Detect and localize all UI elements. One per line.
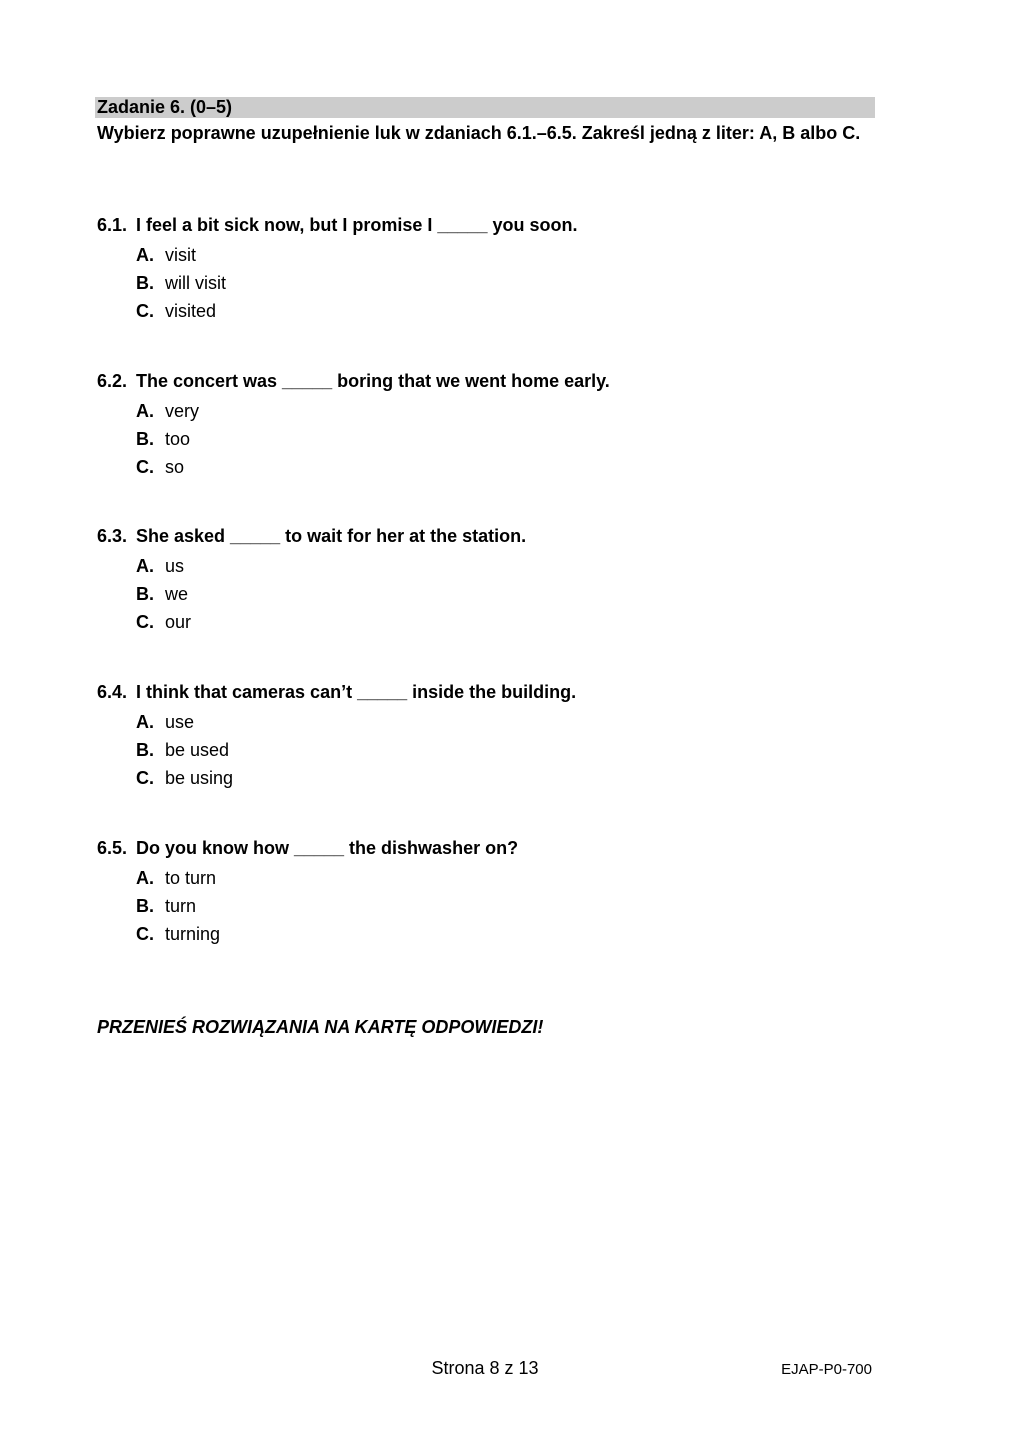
question-6-1 <box>97 213 877 325</box>
question-number: 6.3. <box>97 526 128 546</box>
option-text: to turn <box>165 868 217 888</box>
option-text: use <box>165 712 195 732</box>
option-b[interactable] <box>97 892 877 920</box>
question-stem <box>97 369 877 397</box>
option-c[interactable] <box>97 297 877 325</box>
question-stem <box>97 836 877 864</box>
option-letter: A. <box>136 245 154 265</box>
option-text: be used <box>165 740 230 760</box>
option-a[interactable] <box>97 552 877 580</box>
option-text: so <box>165 457 185 477</box>
option-letter: C. <box>136 924 154 944</box>
question-stem <box>97 524 877 552</box>
option-letter: B. <box>136 896 154 916</box>
question-text: She asked _____ to wait for her at the station. <box>136 526 527 546</box>
option-text: be using <box>165 768 234 788</box>
option-letter: A. <box>136 712 154 732</box>
question-text: Do you know how _____ the dishwasher on? <box>136 838 519 858</box>
question-6-4 <box>97 680 877 792</box>
answer-options <box>97 708 877 792</box>
task-instructions: Wybierz poprawne uzupełnienie luk w zdaniach 6.1.–6.5. Zakreśl jedną z liter: A, B albo C. <box>97 123 861 143</box>
option-c[interactable] <box>97 453 877 481</box>
question-number: 6.2. <box>97 371 128 391</box>
question-text: The concert was _____ boring that we went home early. <box>136 371 610 391</box>
option-letter: A. <box>136 401 154 421</box>
option-b[interactable] <box>97 269 877 297</box>
exam-code: EJAP-P0-700 <box>781 1361 872 1378</box>
option-b[interactable] <box>97 736 877 764</box>
option-letter: A. <box>136 556 154 576</box>
question-stem <box>97 213 877 241</box>
option-letter: C. <box>136 301 154 321</box>
option-c[interactable] <box>97 608 877 636</box>
option-text: will visit <box>165 273 226 293</box>
option-text: we <box>165 584 189 604</box>
option-letter: B. <box>136 740 154 760</box>
option-text: visit <box>165 245 196 265</box>
answer-options <box>97 552 877 636</box>
option-a[interactable] <box>97 397 877 425</box>
question-6-5 <box>97 836 877 948</box>
question-number: 6.5. <box>97 838 128 858</box>
option-text: too <box>165 429 191 449</box>
option-text: very <box>165 401 200 421</box>
option-text: us <box>165 556 185 576</box>
option-b[interactable] <box>97 580 877 608</box>
page-number: Strona 8 z 13 <box>431 1358 539 1378</box>
option-letter: B. <box>136 273 154 293</box>
option-a[interactable] <box>97 241 877 269</box>
option-letter: C. <box>136 457 154 477</box>
option-b[interactable] <box>97 425 877 453</box>
answer-options <box>97 864 877 948</box>
question-6-3 <box>97 524 877 636</box>
option-letter: C. <box>136 768 154 788</box>
question-number: 6.4. <box>97 682 128 702</box>
option-text: turning <box>165 924 221 944</box>
option-letter: C. <box>136 612 154 632</box>
option-letter: B. <box>136 429 154 449</box>
answer-options <box>97 397 877 481</box>
question-6-2 <box>97 369 877 481</box>
option-a[interactable] <box>97 864 877 892</box>
option-text: turn <box>165 896 197 916</box>
option-letter: A. <box>136 868 154 888</box>
option-c[interactable] <box>97 920 877 948</box>
option-a[interactable] <box>97 708 877 736</box>
answer-options <box>97 241 877 325</box>
option-text: our <box>165 612 192 632</box>
question-number: 6.1. <box>97 215 128 235</box>
option-letter: B. <box>136 584 154 604</box>
transfer-answers-note: PRZENIEŚ ROZWIĄZANIA NA KARTĘ ODPOWIEDZI! <box>97 1017 544 1037</box>
option-text: visited <box>165 301 217 321</box>
question-stem <box>97 680 877 708</box>
task-header: Zadanie 6. (0–5) <box>95 97 875 118</box>
question-text: I think that cameras can’t _____ inside the building. <box>136 682 577 702</box>
option-c[interactable] <box>97 764 877 792</box>
question-text: I feel a bit sick now, but I promise I _____ you soon. <box>136 215 578 235</box>
